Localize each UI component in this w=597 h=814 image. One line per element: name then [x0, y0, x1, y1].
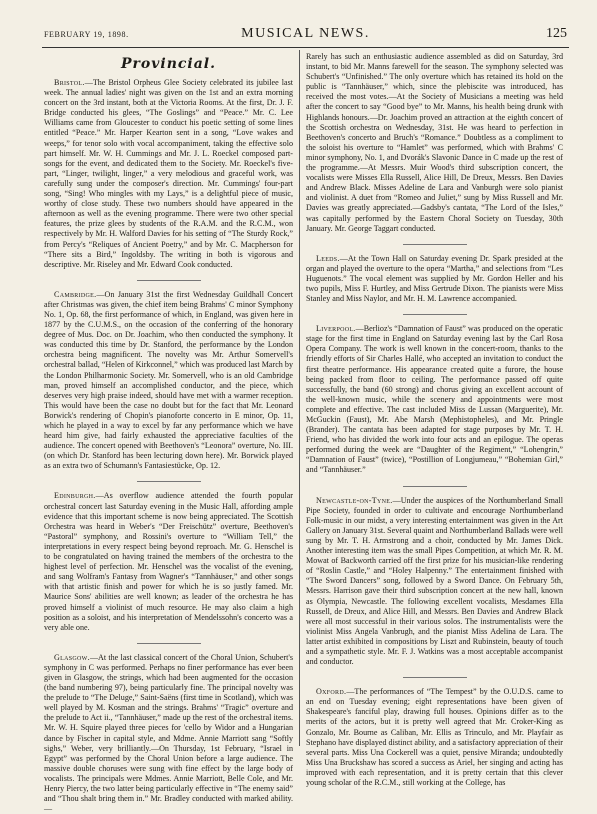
article-separator	[137, 280, 201, 281]
article-text: —The performances of “The Tempest” by the O.U.D.S. came to an end on Tuesday evening; eight representations have been given of Shakespeare's fanciful play, drawing full houses. Opinions differ as to the merits of the actors, but it is pretty well agreed that Mr. Croker-King as Gonzalo, Mr. Bourne as Caliban, Mr. Ellis as Trinculo, and Mr. Playfair as Stephano have displayed distinct ability, and a satisfactory appreciation of their several parts. Miss Una Cockerell was a quiet, pensive Miranda; undoubtedly Miss Una Bruckshaw has scored a success as Ariel, her singing and acting has improved with each representation, and it is pretty certain that this clever young scholar of the R.C.M., still working at the College, has	[306, 687, 563, 787]
article-text: —On January 31st the first Wednesday Guildhall Concert after Christmas was given, the chief item being Brahms' C minor Symphony No. 1, Op. 68, the first performance of which, in England, was given here in 1877 by the C.U.M.S., on the occasion of the conferring of the honorary degree of Mus. Doc. on Dr. Joachim, who then conducted the symphony. It was conducted this time by Dr. Stanford, the performance by the London orchestra being magnificent. The novelty was Mr. Arthur Somervell's orchestral ballad, “Helen of Kirkconnel,” which was produced last March by the London Philharmonic Society. Mr. Somervell, who is an old Cambridge man, proved himself an accomplished conductor, and the piece, which deserves very high praise indeed, should have met with a warmer reception. This would have been the case no doubt but for the fact that Mr. Leonard Borwick's rendering of Chopin's pianoforte concerto in E minor, Op. 11, which he played in a way to excel by far any performance which we have heard him give, had fairly exhausted the appreciative faculties of the audience. The concert opened with Beethoven's “Leonora” overture, No. III. (on which Dr. Stanford has been lecturing down here). Mr. Borwick played as an extra two of Schumann's Fantasiestücke, Op. 12.	[44, 289, 293, 471]
article-text: —At the Town Hall on Saturday evening Dr. Spark presided at the organ and played the overture to the opera “Martha,” and selections from “Les Huguenots.” The vocal element was supplied by Mr. Gordon Heller and his two pupils, Miss F. Hurtley, and Miss Gertrude Dixon. The pianists were Miss Stanley and Miss Naylor, and Mr. H. M. Lawrence accompanied.	[306, 253, 563, 304]
article-glasgow	[44, 653, 293, 814]
city-name: Bristol.	[54, 78, 85, 87]
city-name: Cambridge.	[54, 289, 97, 299]
article-leeds	[306, 254, 563, 304]
column-divider	[299, 50, 300, 746]
article-edinburgh	[44, 491, 293, 632]
city-name: Leeds.	[316, 253, 340, 263]
article-oxford	[306, 687, 563, 788]
section-heading: Provincial.	[121, 56, 216, 72]
article-text: —Under the auspices of the Northumberland Small Pipe Society, founded in order to cultivate and encourage Northumberland Folk-music in our midst, a very interesting entertainment was given in the Art Gallery on January 31st. Several quaint and Northumberland Ballads were well sung by Mr. T. H. Armstrong and a choir, conducted by Mr. James Dick. Another interesting item was the small Pipes Competition, at which Mr. R. M. Mowat of Backworth carried off the first prize for his musician-like rendering of “Roslin Castle,” and “Holey Halpenny.” The entertainment finished with “The Sword Dancers” song, followed by a Sword Dance. On February 5th, Messrs. Harrison gave their third subscription concert at the new hall, known as Olympia, Newcastle. The following excellent vocalists, Mesdames Ella Russell, de Dreux, and Alice Hill, and Messrs. Ben Davies and Andrew Black were all most successful in their various solos. The instrumentalists were the violinist Miss Angela Vanbrugh, and the pianist Miss Adelina de Lara. The latter artist exhibited in compositions by Liszt and Rubinstein, beauty of touch and a sympathetic style. Mr. F. J. Watkins was a most acceptable accompanist and conductor.	[306, 495, 563, 667]
city-name: Edinburgh.	[54, 491, 96, 501]
article-text: Rarely has such an enthusiastic audience assembled as did on Saturday, 3rd instant, to bid Mr. Manns farewell for the season. The symphony selected was Schubert's “Unfinished.” The only overture which has retained its hold on the public is “Tannhäuser,” which, since the plebiscite was introduced, has received the most votes.—At the Society of Musicians a meeting was held after the concert to say “Good bye” to Mr. Manns, his health being drunk with Highlands honours.—Dr. Joachim proved an attraction at the eighth concert of the Scottish orchestra on Wednesday, 31st. He was heard to perfection in Beethoven's concerto and Bruch's “Romance.” Doubtless as a compliment to the soloist his overture to “Hamlet” was performed, which with Brahms' C minor symphony, No. 1, and Dvorák's Slavonic Dance in C made up the rest of the programme.—At Messrs. Muir Wood's third subscription concert, the vocalists were Misses Ella Russell, Alice Hill, De Dreux, Messrs. Ben Davies and Andrew Black. Misses Adeline de Lara and Vanburgh were solo pianist and violinist. A duet from “Romeo and Juliet,” sung by Miss Russell and Mr. Davies was greatly appreciated.—Gadsby's cantata, “The Lord of the Isles,” was capitally performed by the Eastern Choral Society on Tuesday, 30th January. Mr. George Taggart conducted.	[306, 52, 563, 233]
article-text: —Berlioz's “Damnation of Faust” was produced on the operatic stage for the first time in England on Saturday evening last by the Carl Rosa Opera Company. The work is well known in the concert-room, thanks to the friendly efforts of Sir Charles Hallé, who accepted an invitation to conduct the first theatre performance. His appearance created quite a furore, the house being packed from floor to ceiling. The performance passed off quite successfully, the band (60 strong) and chorus giving an excellent account of the well-known music, while the scenery and appointments were most complete and effective. The cast included Miss de Lussan (Marguerite), Mr. McGuckin (Faust), Mr. Abe Marsh (Mephistopheles), and Mr. Pringle (Brander). The cantata has been adapted for stage purposes by Mr. T. H. Friend, who has divided the work into four acts and an epilogue. The operas performed during the week are “Daughter of the Regiment,” “Lohengrin,” “Damnation of Faust” (twice), “Postillion of Longjumeau,” “Bohemian Girl,” and “Tannhäuser.”	[306, 324, 563, 475]
article-text: —As overflow audience attended the fourth popular orchestral concert last Saturday evening in the Music Hall, affording ample evidence that this important scheme is now being appreciated. The Scottish Orchestra was heard in Weber's “Der Freischütz” overture, Beethoven's “Pastoral” symphony, and Rossini's overture to “William Tell,” the interpretations in every respect being beyond reproach. Mr. G. Henschel is to be congratulated on having trained the members of the orchestra to the highest level of perfection. Mr. Henschel was the vocalist of the evening, and sang Wolfram's Fantasy from Wagner's “Tannhäuser,” and other songs with that artistic finish and power for which he is so justly famed. Mr. Maurice Sons' abilities are well known; as leader of the orchestra he has proved himself a violinist of much resource. He may also claim a high position as a soloist, and his interpretation of Mendelssohn's concerto was a very able one.	[44, 491, 293, 632]
city-name: Glasgow.	[54, 652, 90, 662]
article-glasgow-continued	[306, 52, 563, 234]
left-column	[44, 54, 293, 814]
article-bristol	[44, 78, 293, 270]
header-rule	[42, 47, 569, 48]
article-separator	[403, 244, 467, 245]
right-column	[306, 52, 563, 788]
article-separator	[137, 643, 201, 644]
page-number: 125	[546, 26, 567, 41]
page-header	[44, 26, 567, 46]
city-name: Newcastle-on-Tyne.	[316, 495, 393, 505]
article-separator	[403, 314, 467, 315]
article-separator	[403, 677, 467, 678]
publication-title: MUSICAL NEWS.	[241, 26, 370, 41]
article-newcastle	[306, 496, 563, 668]
article-separator	[403, 486, 467, 487]
article-cambridge	[44, 290, 293, 472]
article-text: —The Bristol Orpheus Glee Society celebrated its jubilee last week. The annual ladies' night was given on the 1st and an extra morning concert on the 3rd instant, both at the Victoria Rooms. At the first, Dr. J. F. Bridge conducted his glees, “The Goslings” and “Peace.” Mr. C. Lee Williams came from Gloucester to conduct his poetic setting of some lines entitled “Peace.” Mr. Harper Kearton sent in a song, “Love wakes and weeps,” for tenor solo with vocal accompaniment, taking the effective solo part himself. Mr. W. H. Cummings and Mr. J. L. Roeckel composed part-songs for the event, and dedicated them to the Society. Mr. Roeckel's five-part, “Linger, twilight, linger,” a very melodious and graceful work, was carefully sung under the composer's direction. Mr. Cummings' four-part song, “Sing! Who mingles with my Lays,” is a delightful piece of music, worthy of close study. These two numbers should have appeared in the afternoon as well as the evening programme. There were two other special features, the prize glees by students of the R.A.M. and the R.C.M., won respectively by Mr. H. Walford Davies for his setting of “The Sturdy Rock,” from Percy's “Reliques of Ancient Poetry,” and by Mr. C. Macpherson for “There sits a Bird,” Ingoldsby. The writing in both is vigorous and descriptive. Mr. Riseley and Mr. Edward Cook conducted.	[44, 78, 293, 269]
article-separator	[137, 481, 201, 482]
issue-date: FEBRUARY 19, 1898.	[44, 30, 129, 39]
city-name: Oxford.	[316, 687, 347, 697]
article-liverpool	[306, 324, 563, 475]
article-text: —At the last classical concert of the Choral Union, Schubert's symphony in C was performed. Perhaps no finer performance has ever been given in Glasgow, the strings, which had been augmented for the occasion (the band numbering 97), being particularly fine. The principal novelty was the prelude to “The Deluge,” Saint-Saëns (first time in Scotland), which was well played by M. Kosman and the strings. Brahms' “Tragic” overture and the prelude to Act ii., “Tannhäuser,” made up the rest of the orchestral items. Mr. W. H. Squire played three pieces for 'cello by Widor and a Hungarian dance by Fischer in capital style, and Mdme. Annie Marriott sang “Softly sighs,” Weber, very brilliantly.—On Thursday, 1st February, “Israel in Egypt” was performed by the Choral Union before a large audience. The massive double choruses were sung with fine effect by the large body of vocalists. The principals were Mdmes. Annie Marriott, Belle Cole, and Mr. Henry Piercy, the two latter being particularly effective in “The enemy said” and “Thou shalt bring them in.” Mr. Bradley conducted with marked ability.—	[44, 652, 293, 814]
city-name: Liverpool.	[316, 324, 356, 334]
